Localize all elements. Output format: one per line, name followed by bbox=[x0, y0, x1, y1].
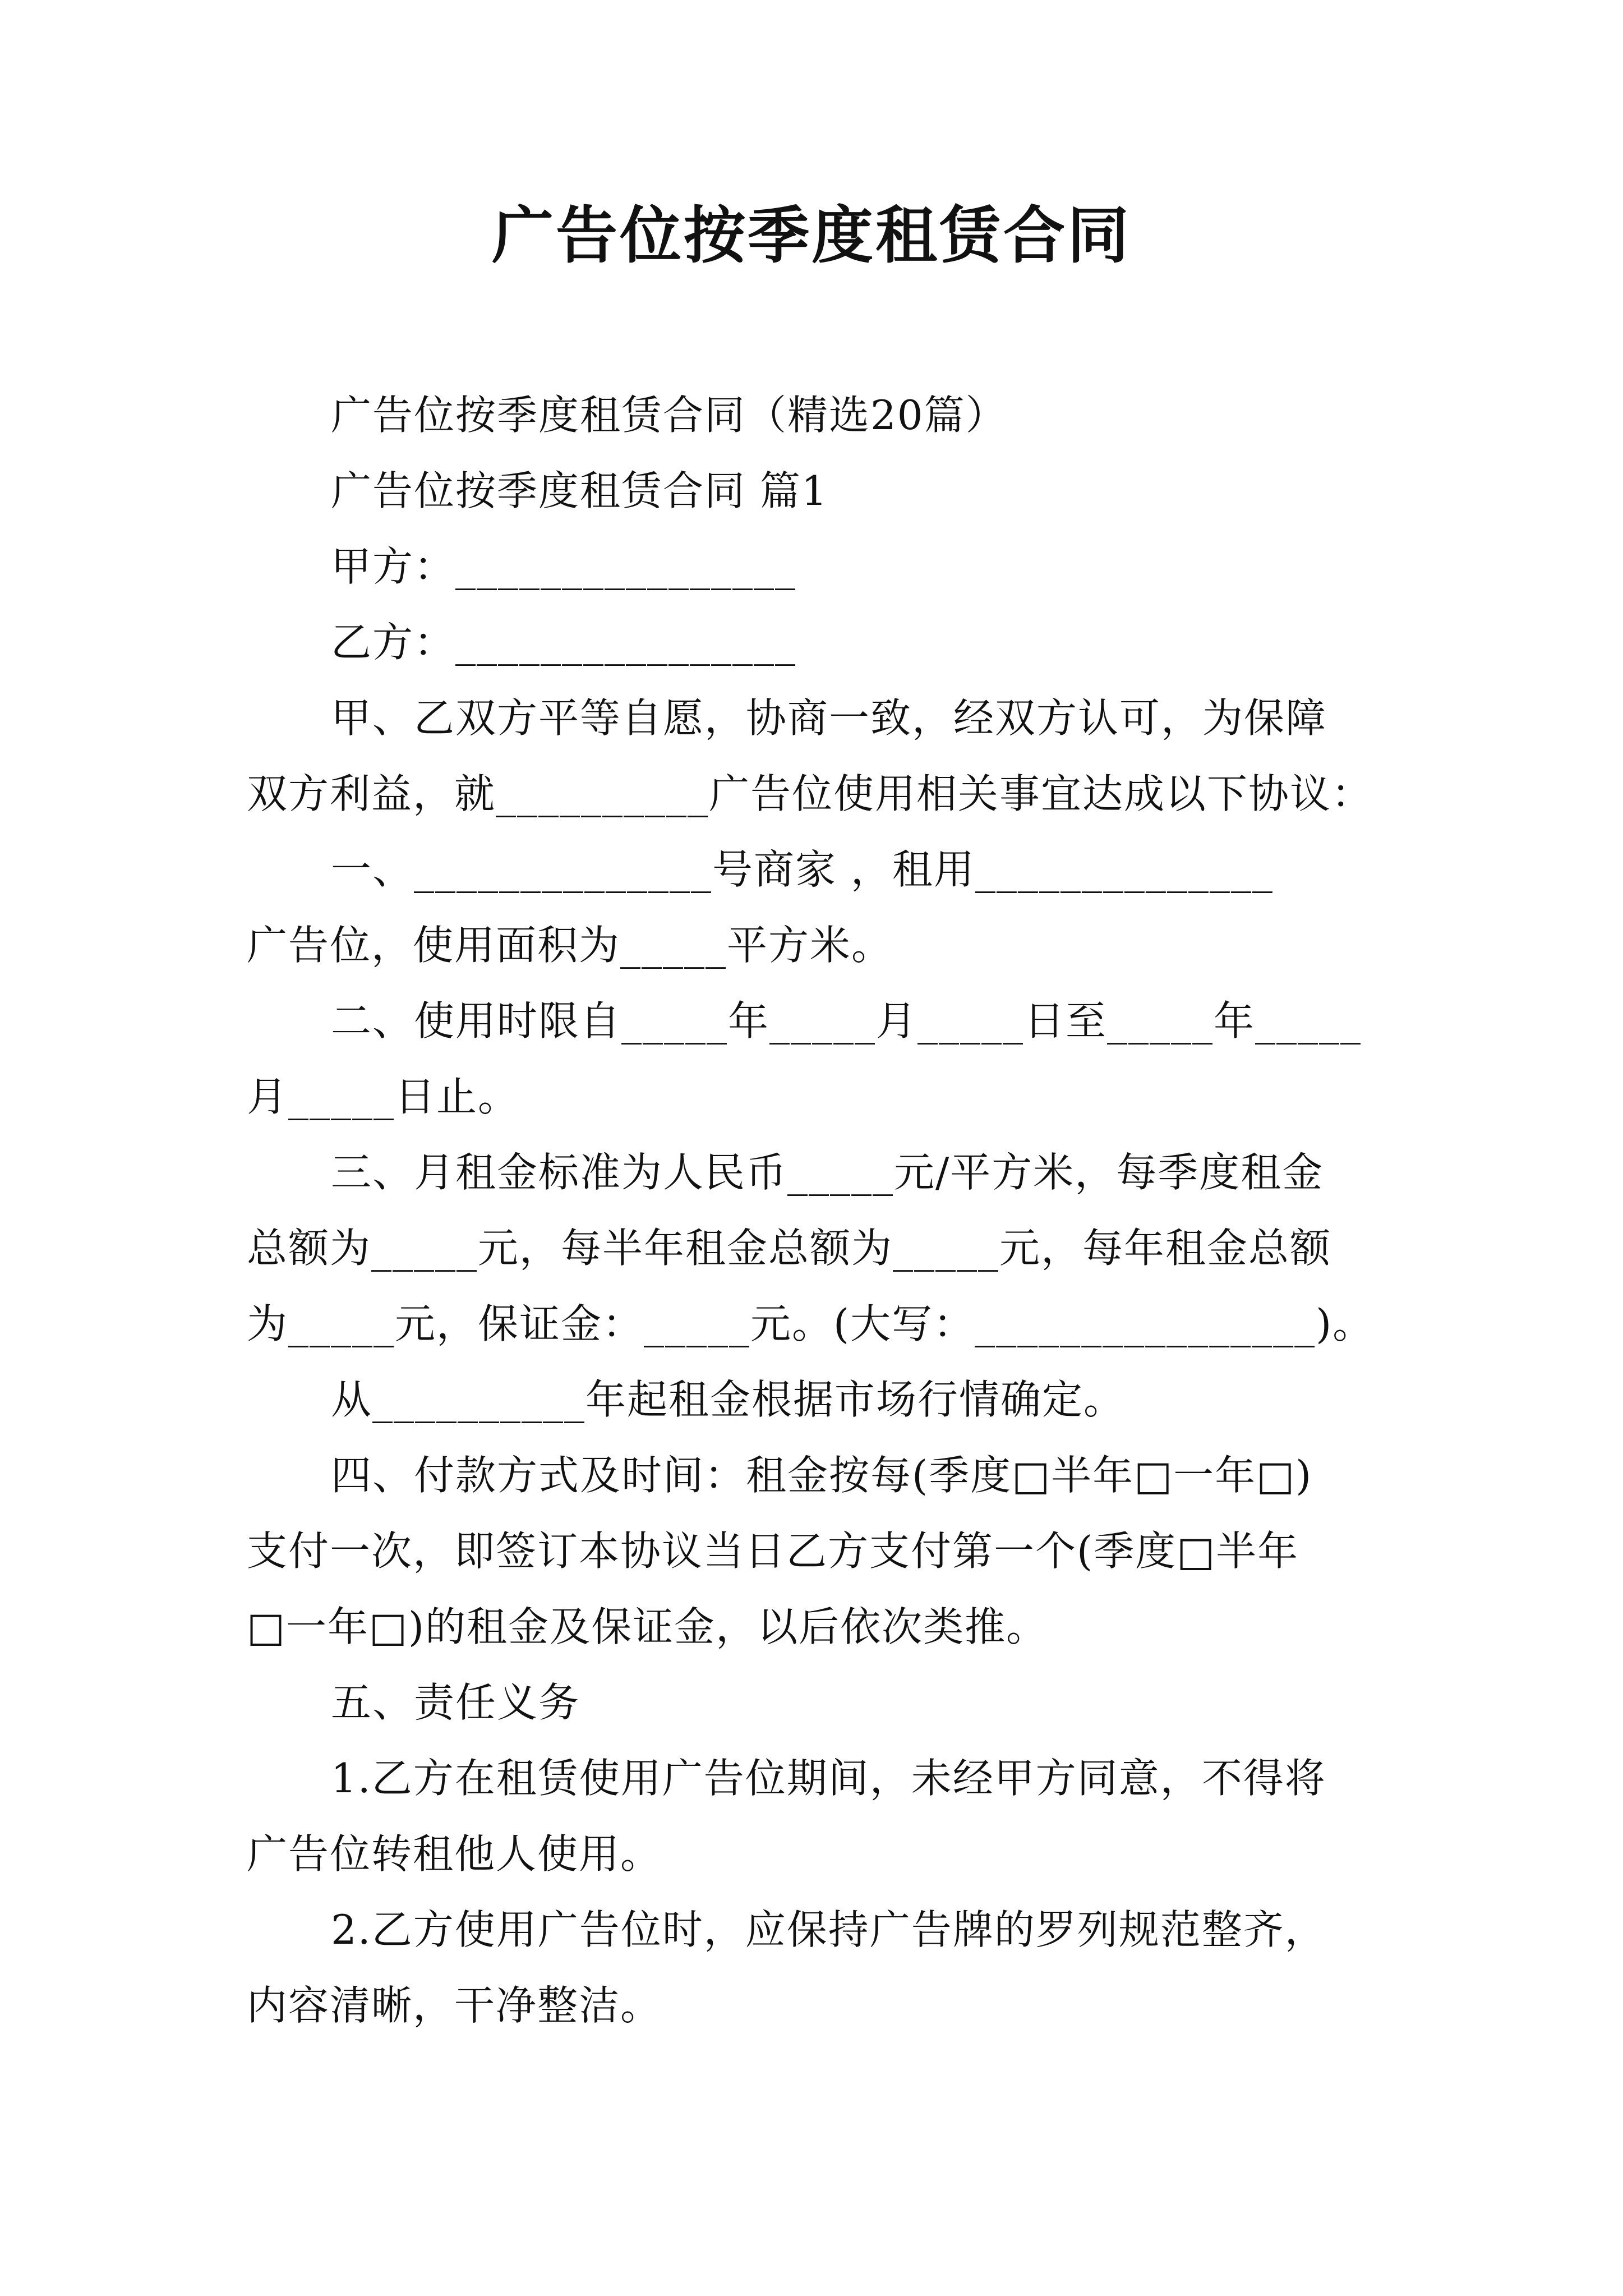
clause-5-item-2-line-2: 内容清晰，干净整洁。 bbox=[247, 1982, 662, 2029]
clause-1-line-2: 广告位，使用面积为_____平方米。 bbox=[247, 922, 893, 969]
party-a-field: 甲方：________________ bbox=[331, 543, 797, 590]
clause-5-item-1-line-1: 1.乙方在租赁使用广告位期间，未经甲方同意，不得将 bbox=[331, 1755, 1326, 1802]
clause-5-item-1-line-2: 广告位转租他人使用。 bbox=[247, 1830, 662, 1878]
party-b-field: 乙方：________________ bbox=[331, 619, 797, 666]
clause-4-line-2: 支付一次，即签订本协议当日乙方支付第一个(季度□半年 bbox=[247, 1527, 1299, 1575]
subtitle-selection: 广告位按季度租赁合同（精选20篇） bbox=[331, 392, 1007, 439]
rent-adjustment-line: 从__________年起租金根据市场行情确定。 bbox=[331, 1376, 1126, 1423]
clause-5-heading: 五、责任义务 bbox=[331, 1679, 580, 1726]
clause-4-line-3: □一年□)的租金及保证金，以后依次类推。 bbox=[247, 1603, 1048, 1650]
clause-5-item-2-line-1: 2.乙方使用广告位时，应保持广告牌的罗列规范整齐， bbox=[331, 1906, 1326, 1953]
clause-3-line-3: 为_____元，保证金：_____元。(大写：________________)。 bbox=[247, 1300, 1375, 1347]
clause-2-line-2: 月_____日止。 bbox=[247, 1073, 520, 1120]
paragraph-intro-line-2: 双方利益，就__________广告位使用相关事宜达成以下协议： bbox=[247, 770, 1373, 817]
clause-3-line-1: 三、月租金标准为人民币_____元/平方米，每季度租金 bbox=[331, 1149, 1324, 1196]
clause-1-line-1: 一、______________号商家 ，租用______________ bbox=[331, 846, 1274, 893]
document-title: 广告位按季度租赁合同 bbox=[492, 199, 1131, 272]
clause-4-line-1: 四、付款方式及时间：租金按每(季度□半年□一年□) bbox=[331, 1452, 1313, 1499]
paragraph-intro-line-1: 甲、乙双方平等自愿，协商一致，经双方认可，为保障 bbox=[331, 694, 1327, 742]
clause-2-line-1: 二、使用时限自_____年_____月_____日至_____年_____ bbox=[331, 997, 1362, 1045]
clause-3-line-2: 总额为_____元，每半年租金总额为_____元，每年租金总额 bbox=[247, 1225, 1332, 1272]
section-heading: 广告位按季度租赁合同 篇1 bbox=[331, 467, 828, 514]
